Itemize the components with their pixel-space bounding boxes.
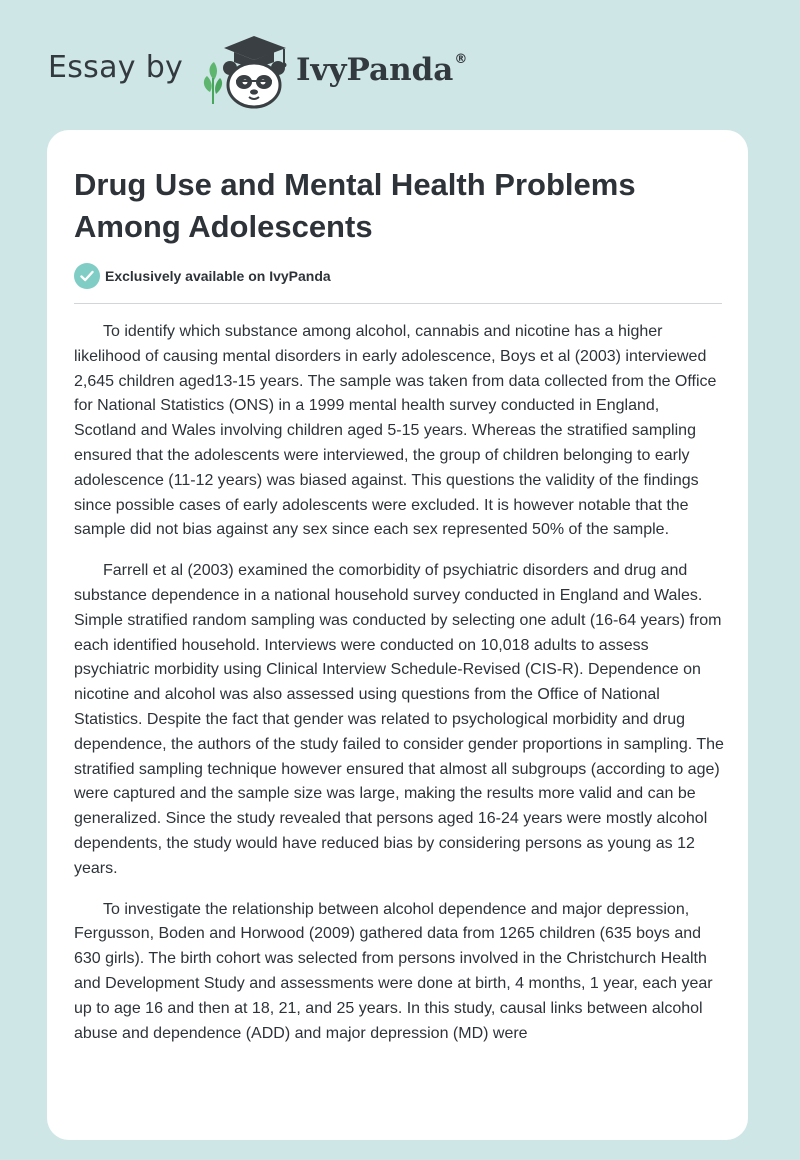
exclusive-badge [74,263,331,289]
essay-body [74,320,724,1062]
leaf-icon [204,62,222,104]
panda-graduate-logo[interactable] [200,34,292,110]
paragraph: To identify which substance among alcohol, cannabis and nicotine has a higher likelihood of causing mental disorders in early adolescence, Boys et al (2003) interviewed 2,645 children aged13-15 years. The sample was taken from data collected from the Office for National Statistics (ONS) in a 1999 mental health survey conducted in England, Scotland and Wales involving children aged 5-15 years. Whereas the stratified sampling ensured that the adolescents were interviewed, the group of children belonging to early adolescence (11-12 years) was biased against. This questions the validity of the findings since possible cases of early adolescents were excluded. It is however notable that the sample did not bias against any sex since each sex represented 50% of the sample. [74,323,717,539]
exclusive-label: Exclusively available on IvyPanda [105,268,331,284]
essay-by-label: Essay by [48,50,184,85]
panda-face-icon [223,61,285,107]
brand-name[interactable]: IvyPanda® [296,52,468,88]
paragraph: Farrell et al (2003) examined the comorbidity of psychiatric disorders and drug and substance dependence in a national household survey conducted in England and Wales. Simple stratified random sampling was conducted by selecting one adult (16-64 years) from each identified household. Interviews were conducted on 10,018 adults to assess psychiatric morbidity using Clinical Interview Schedule-Revised (CIS-R). Dependence on nicotine and alcohol was also assessed using questions from the Office of National Statistics. Despite the fact that gender was related to psychological morbidity and drug dependence, the authors of the study failed to consider gender proportions in sampling. The stratified sampling technique however ensured that almost all subgroups (according to age) were captured and the sample size was large, making the results more valid and can be generalized. Since the study revealed that persons aged 16-24 years were mostly alcohol dependents, the study would have reduced bias by considering persons as young as 12 years. [74,562,724,877]
essay-card [47,130,748,1140]
paragraph: To investigate the relationship between alcohol dependence and major depression, Fergusson, Boden and Horwood (2009) gathered data from 1265 children (635 boys and 630 girls). The birth cohort was selected from persons involved in the Christchurch Health and Development Study and assessments were done at birth, 4 months, 1 year, each year up to age 16 and then at 18, 21, and 25 years. In this study, causal links between alcohol abuse and dependence (ADD) and major depression (MD) were [74,900,713,1042]
divider [74,303,722,304]
page-title: Drug Use and Mental Health Problems Among Adolescents [74,167,636,244]
check-icon [74,263,100,289]
site-header [0,0,800,130]
registered-mark: ® [454,52,468,67]
